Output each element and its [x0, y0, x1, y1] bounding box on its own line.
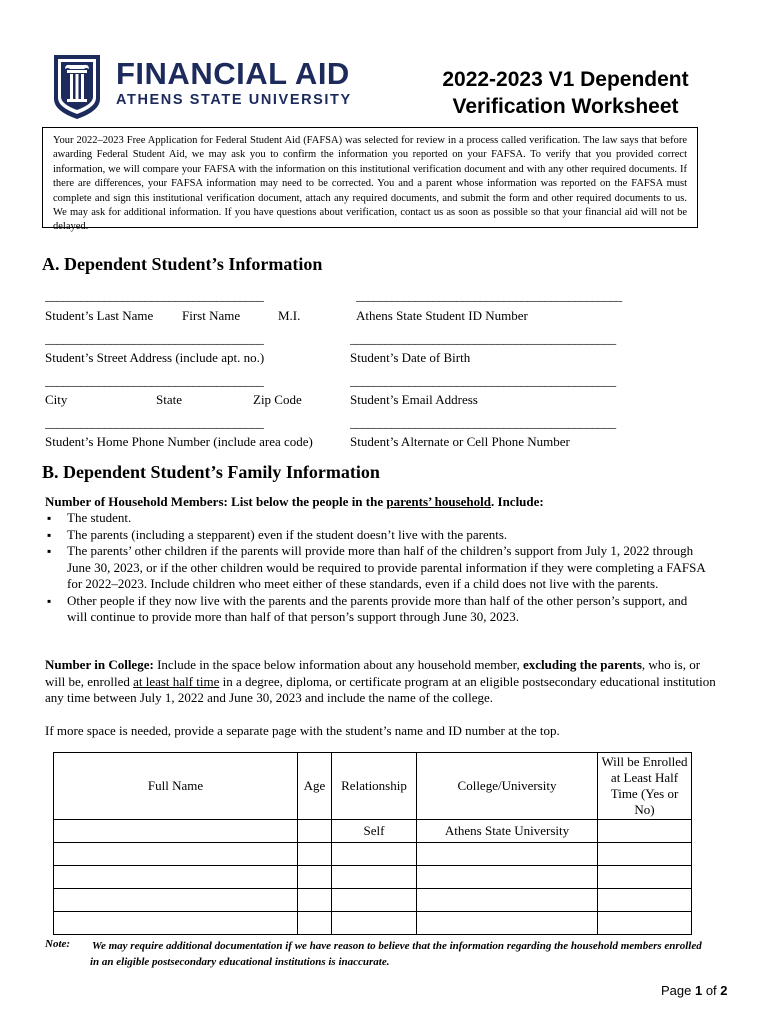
cell-enrolled[interactable] [598, 820, 692, 843]
household-bullet-list [45, 510, 710, 626]
section-b-heading: B. Dependent Student’s Family Information [42, 462, 380, 482]
cell-relationship[interactable] [332, 843, 417, 866]
section-a-heading: A. Dependent Student’s Information [42, 254, 323, 274]
cell-age[interactable] [298, 843, 332, 866]
header-full-name: Full Name [54, 753, 298, 820]
header-relationship: Relationship [332, 753, 417, 820]
city-label: City [45, 392, 68, 407]
list-item: ▪ The parents (including a stepparent) even if the student doesn’t live with the parents. [45, 527, 710, 544]
cell-enrolled[interactable] [598, 912, 692, 935]
document-title-line-2: Verification Worksheet [452, 95, 679, 118]
college-text-1: Include in the space below information about any household member, [153, 657, 523, 672]
cell-age[interactable] [298, 912, 332, 935]
cell-college[interactable] [417, 843, 598, 866]
cell-full-name[interactable] [54, 912, 298, 935]
street-address-field[interactable]: _____________________________________ [45, 331, 264, 346]
more-space-note: If more space is needed, provide a separate page with the student’s name and ID number at the top. [45, 723, 560, 738]
cell-college[interactable] [417, 889, 598, 912]
university-logo [52, 53, 102, 121]
cell-full-name[interactable] [54, 866, 298, 889]
college-text-2: , who is, or will be, enrolled [45, 657, 701, 689]
student-id-field[interactable]: _____________________________________________ [356, 288, 622, 303]
home-phone-field[interactable]: _____________________________________ [45, 415, 264, 430]
page-word: Page [661, 983, 695, 998]
list-item: ▪ Other people if they now live with the parents and the parents provide more than half of the other person’s support, and will continue to provide more than half of that person’s support through June 30, 2023. [45, 593, 710, 626]
dob-label: Student’s Date of Birth [350, 350, 471, 365]
excluding-parents-text: excluding the parents [522, 657, 642, 672]
table-row [54, 889, 692, 912]
cell-full-name[interactable] [54, 843, 298, 866]
street-address-label: Student’s Street Address (include apt. no.) [45, 350, 265, 365]
cell-enrolled[interactable] [598, 843, 692, 866]
page-number [661, 983, 728, 998]
email-field[interactable]: _____________________________________________ [350, 373, 616, 388]
alt-phone-field[interactable]: _____________________________________________ [350, 415, 616, 430]
dob-field[interactable]: _____________________________________________ [350, 331, 616, 346]
household-lead: Number of Household Members: List below the people in the [45, 494, 387, 509]
student-id-label: Athens State Student ID Number [356, 308, 528, 323]
cell-full-name[interactable] [54, 820, 298, 843]
cell-enrolled[interactable] [598, 889, 692, 912]
cell-college[interactable] [417, 866, 598, 889]
last-name-field[interactable]: _____________________________________ [45, 288, 264, 303]
cell-full-name[interactable] [54, 889, 298, 912]
number-in-college-label: Number in College: [45, 657, 154, 672]
number-in-college-paragraph [45, 657, 717, 707]
brand-subtitle: ATHENS STATE UNIVERSITY [116, 92, 352, 108]
cell-age[interactable] [298, 866, 332, 889]
cell-relationship: Self [332, 820, 417, 843]
cell-age[interactable] [298, 889, 332, 912]
first-name-label: First Name [182, 308, 241, 323]
cell-enrolled[interactable] [598, 866, 692, 889]
home-phone-label: Student’s Home Phone Number (include area code) [45, 434, 313, 449]
list-item: ▪ The parents’ other children if the parents will provide more than half of the children’s support from July 1, 2022 through June 30, 2023, or if the other children would be required to provide parental information if they were completing a FAFSA for 2022–2023. Include children who meet either of these standards, even if a child does not live with the parents. [45, 543, 710, 593]
page-total: 2 [720, 983, 728, 998]
header-age: Age [298, 753, 332, 820]
zip-label: Zip Code [253, 392, 302, 407]
note-label: Note: [45, 938, 71, 950]
brand-title: FINANCIAL AID [116, 56, 350, 91]
alt-phone-label: Student’s Alternate or Cell Phone Number [350, 434, 570, 449]
cell-relationship[interactable] [332, 912, 417, 935]
household-link-text: parents’ household [386, 494, 492, 509]
cell-age[interactable] [298, 820, 332, 843]
intro-paragraph: Your 2022–2023 Free Application for Federal Student Aid (FAFSA) was selected for review in a process called verification. The law says that before awarding Federal Student Aid, we may ask you to confirm the information you reported on your FAFSA. To verify that you provided correct information, we will compare your FAFSA with the information on this institutional verification document and with any other required documents. If there are differences, your FAFSA information may need to be corrected. You and a parent whose information was reported on the FAFSA must complete and sign this institutional verification document, attach any required documents, and submit the form and other required documents to us. We may ask for additional information. If you have questions about verification, contact us as soon as possible so that your financial aid will not be delayed. [42, 127, 698, 228]
mi-label: M.I. [278, 308, 301, 323]
household-tail: . Include: [491, 494, 544, 509]
document-title [418, 66, 713, 120]
city-state-zip-field[interactable]: _____________________________________ [45, 373, 264, 388]
half-time-text: at least half time [133, 673, 220, 689]
list-item: ▪ The student. [45, 510, 710, 527]
document-title-line-1: 2022-2023 V1 Dependent [442, 68, 689, 91]
table-row [54, 866, 692, 889]
state-label: State [156, 392, 182, 407]
page-current: 1 [694, 983, 703, 998]
last-name-label: Student’s Last Name [45, 308, 154, 323]
household-members-heading [45, 494, 715, 511]
cell-relationship[interactable] [332, 866, 417, 889]
table-row [54, 820, 692, 843]
header-enrolled-half-time: Will be Enrolled at Least Half Time (Yes or No) [598, 753, 692, 820]
header-college: College/University [417, 753, 598, 820]
table-header-row [54, 753, 692, 820]
email-label: Student’s Email Address [350, 392, 478, 407]
college-text-3: in a degree, diploma, or certificate program at an eligible postsecondary educational institution any time between July 1, 2022 and June 30, 2023 and include the name of the college. [45, 673, 716, 705]
of-word: of [702, 983, 721, 998]
household-college-table [53, 752, 692, 935]
table-row [54, 912, 692, 935]
note-text: We may require additional documentation if we have reason to believe that the information regarding the household members enrolled in an eligible postsecondary educational institutions is inaccurate. [90, 940, 702, 968]
table-row [54, 843, 692, 866]
cell-relationship[interactable] [332, 889, 417, 912]
cell-college: Athens State University [417, 820, 598, 843]
cell-college[interactable] [417, 912, 598, 935]
